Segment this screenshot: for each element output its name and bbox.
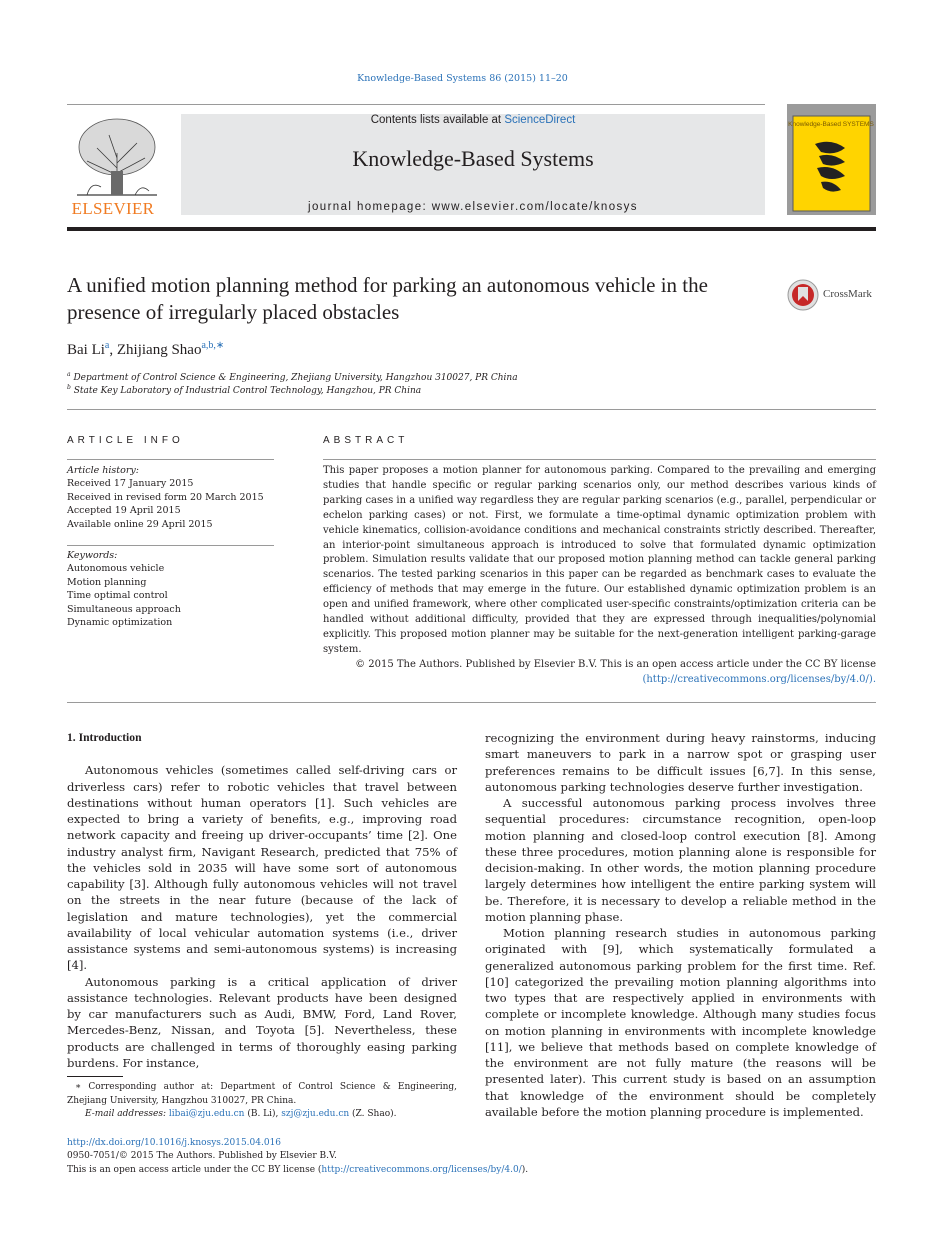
journal-cover-image[interactable]: [787, 104, 876, 215]
open-access-line: [67, 1164, 767, 1177]
abstract-copyright: [323, 658, 876, 688]
abstract-bottom-rule: [67, 702, 876, 703]
title-block-rule: [67, 409, 876, 410]
email-owner: (Z. Shao).: [349, 1109, 397, 1120]
history-entry: Received in revised form 20 March 2015: [67, 491, 264, 503]
article-history: [67, 464, 274, 531]
body-paragraph: Autonomous vehicles (sometimes called self-driving cars or driverless cars) refer to robotic vehicles that travel between destinations without human operators [1]. Such vehicles are expected to bring a variety of benefits, e.g., improving road network capacity and freeing up driver-occupants’ time [2]. One industry analyst firm, Navigant Research, predicted that 75% of the vehicles sold in 2035 will have some sort of autonomous capability [3]. Although fully autonomous vehicles will not travel on the streets in the near future (because of the lack of legislation and mature technologies), yet the commercial availability of local vehicular automation systems (i.e., driver assistance systems and semi-autonomous systems) is increasing [4].: [67, 763, 457, 973]
author-separator: ,: [109, 342, 117, 358]
crossmark-badge[interactable]: [787, 279, 879, 311]
keywords-rule: [67, 545, 274, 546]
contents-available-line: [181, 114, 765, 126]
keyword-item: Autonomous vehicle: [67, 563, 165, 575]
body-column-right: [485, 730, 876, 1120]
author-affil-sup[interactable]: a,b,∗: [201, 340, 225, 351]
corresponding-author-note: ∗ Corresponding author at: Department of Control Science & Engineering, Zhejiang University, Hangzhou 310027, PR China.: [67, 1082, 457, 1106]
footer-block: [67, 1137, 767, 1177]
oa-suffix: ).: [521, 1164, 529, 1175]
article-info-rule: [67, 459, 274, 460]
body-paragraph: A successful autonomous parking process involves three sequential procedures: circumstance recognition, open-loop motion planning and closed-loop control execution [8]. Among these three procedures, motion planning alone is responsible for decision-making. In other words, the motion planning procedure largely determines how intelligent the entire parking system will be. Therefore, it is necessary to develop a reliable method in the motion planning phase.: [485, 796, 876, 924]
affiliation-text: State Key Laboratory of Industrial Control Technology, Hangzhou, PR China: [73, 386, 422, 396]
journal-reference[interactable]: Knowledge-Based Systems 86 (2015) 11–20: [357, 73, 568, 84]
cover-title-text: Knowledge-Based SYSTEMS: [788, 121, 874, 128]
affiliation-marker: b: [67, 384, 71, 391]
email-note: [67, 1108, 457, 1122]
email-label: E-mail addresses:: [85, 1109, 167, 1120]
body-paragraph: Autonomous parking is a critical application of driver assistance technologies. Relevant products have been designed by car manufacturers such as Audi, BMW, Ford, Land Rover, Mercedes-Benz, Nissan, and Toyota [5]. Nevertheless, these products are challenged in terms of thoroughly easing parking burdens. For instance,: [67, 974, 457, 1070]
keyword-item: Simultaneous approach: [67, 603, 181, 615]
author-name[interactable]: Zhijiang Shao: [116, 342, 202, 358]
doi-link[interactable]: http://dx.doi.org/10.1016/j.knosys.2015.04.016: [67, 1138, 282, 1148]
body-paragraph: Motion planning research studies in autonomous parking originated with [9], which systematically formulated a generalized autonomous parking problem for the first time. Ref. [10] categorized the prevailing motion planning algorithms into two types that are respectively applied in environments with complete or incomplete knowledge. Although many studies focus on motion planning in environments with incomplete knowledge [11], we believe that methods based on complete knowledge of the environment are not fully mature (the reasons will be presented later). This current study is based on an assumption that knowledge of the environment should be completely available before the motion planning procedure is implemented.: [485, 926, 876, 1119]
oa-prefix: This is an open access article under the CC BY license (: [67, 1164, 322, 1175]
copyright-text: © 2015 The Authors. Published by Elsevier B.V. This is an open access article under the CC BY license: [355, 659, 876, 670]
author-name[interactable]: Bai Li: [67, 342, 105, 358]
article-info-heading: ARTICLE INFO: [67, 435, 184, 446]
abstract-heading: ABSTRACT: [323, 435, 409, 446]
header-thick-rule: [67, 227, 876, 231]
body-column-left: [67, 730, 457, 1071]
sciencedirect-link[interactable]: ScienceDirect: [504, 114, 576, 126]
footnotes: [67, 1081, 457, 1122]
email-link[interactable]: libai@zju.edu.cn: [168, 1109, 245, 1120]
author-list: [67, 340, 224, 359]
history-label: Article history:: [67, 465, 139, 476]
keyword-item: Time optimal control: [67, 590, 168, 602]
footnote-rule: [67, 1076, 123, 1077]
affiliation-marker: a: [67, 371, 71, 378]
issn-line: 0950-7051/© 2015 The Authors. Published by Elsevier B.V.: [67, 1151, 337, 1162]
section-heading-introduction: 1. Introduction: [67, 731, 142, 744]
history-entry: Available online 29 April 2015: [67, 518, 213, 530]
journal-title: Knowledge-Based Systems: [352, 146, 594, 171]
journal-homepage[interactable]: journal homepage: www.elsevier.com/locate/knosys: [308, 201, 638, 213]
email-owner: (B. Li),: [244, 1109, 282, 1120]
email-link[interactable]: szj@zju.edu.cn: [281, 1109, 350, 1120]
abstract-text: This paper proposes a motion planner for autonomous parking. Compared to the prevailing and emerging studies that handle specific or regular parking scenarios only, our method describes various kinds of parking cases in a unified way regardless they are regular parking scenarios (e.g., parallel, perpendicular or echelon parking cases) or not. First, we formulate a time-optimal dynamic optimization problem with vehicle kinematics, collision-avoidance conditions and mechanical constraints strictly described. Thereafter, an interior-point simultaneous approach is introduced to solve that formulated dynamic optimization problem. Simulation results validate that our proposed motion planning method can tackle general parking scenarios. The tested parking scenarios in this paper can be regarded as benchmark cases to evaluate the efficiency of methods that may emerge in the future. Our established dynamic optimization problem is an open and unified framework, where other complicated user-specific constraints/optimization criteria can be handled without additional difficulty, provided that they are expressed through inequalities/polynomial explicitly. This proposed motion planner may be suitable for the next-generation intelligent parking-garage system.: [323, 465, 876, 655]
affiliation-text: Department of Control Science & Engineering, Zhejiang University, Hangzhou 310027, PR China: [73, 373, 518, 383]
keyword-item: Motion planning: [67, 576, 147, 588]
affiliation-a: [67, 371, 518, 383]
affiliation-b: [67, 384, 421, 396]
oa-license-link[interactable]: http://creativecommons.org/licenses/by/4.0/: [321, 1164, 522, 1175]
abstract-rule: [323, 459, 876, 460]
history-entry: Received 17 January 2015: [67, 478, 194, 490]
contents-prefix: Contents lists available at: [370, 114, 505, 126]
license-link[interactable]: (http://creativecommons.org/licenses/by/4.0/).: [642, 673, 876, 685]
keyword-item: Dynamic optimization: [67, 617, 173, 629]
elsevier-wordmark: ELSEVIER: [71, 199, 155, 218]
body-paragraph: recognizing the environment during heavy rainstorms, inducing smart maneuvers to park in a narrow spot or grasping user preferences remains to be difficult issues [6,7]. In this sense, autonomous parking technologies deserve further investigation.: [485, 731, 876, 794]
crossmark-icon: [787, 279, 819, 311]
header-top-rule: [67, 104, 765, 105]
keywords-list: [67, 549, 274, 629]
history-entry: Accepted 19 April 2015: [67, 505, 181, 517]
keywords-label: Keywords:: [67, 550, 118, 561]
crossmark-label: CrossMark: [823, 288, 872, 300]
author-affil-sup[interactable]: a: [104, 340, 110, 351]
article-title: A unified motion planning method for parking an autonomous vehicle in the presence of irregularly placed obstacles: [67, 273, 708, 324]
